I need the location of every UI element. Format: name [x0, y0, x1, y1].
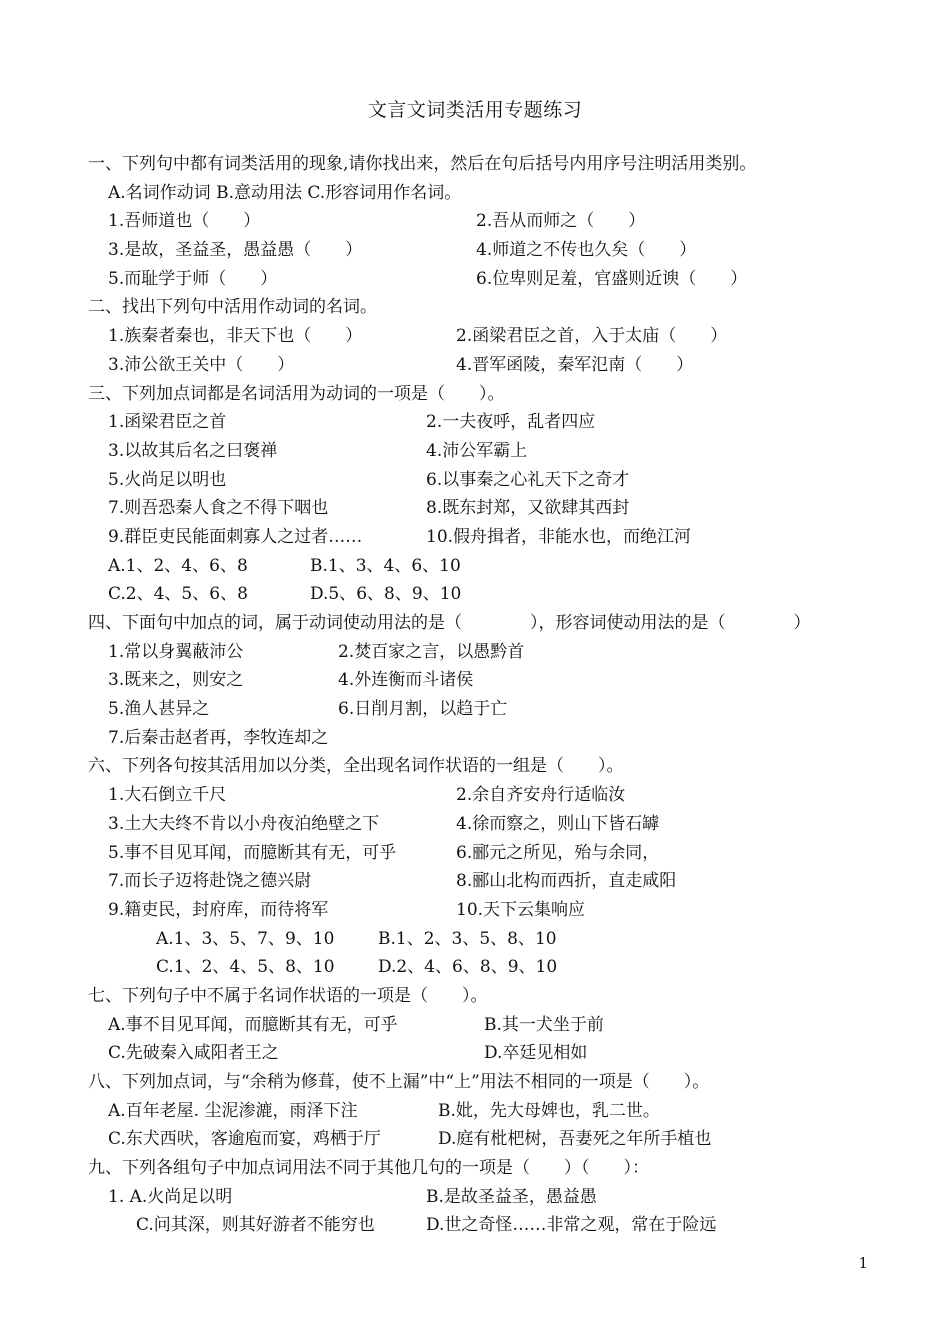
- question-item: 10.天下云集响应: [456, 899, 586, 920]
- question-row: [88, 666, 878, 695]
- question-row: [88, 466, 878, 495]
- question-item: 5.事不目见耳闻，而臆断其有无，可乎: [108, 842, 397, 863]
- answer-options-row: [88, 552, 878, 581]
- answer-option: C.1、2、4、5、8、10: [156, 957, 335, 978]
- question-item: 10.假舟揖者，非能水也，而绝江河: [426, 526, 692, 547]
- question-item: 1.吾师道也（ ）: [108, 211, 261, 232]
- question-row: [88, 896, 878, 925]
- question-item: 3.是故，圣益圣，愚益愚（ ）: [108, 240, 363, 261]
- question-item: 4.外连衡而斗诸侯: [338, 670, 474, 691]
- question-item: 6.以事秦之心礼天下之奇才: [426, 469, 630, 490]
- page-title: 文言文词类活用专题练习: [367, 99, 583, 121]
- question-item: 4.沛公军霸上: [426, 440, 528, 461]
- question-row: [88, 781, 878, 810]
- answer-option: C.2、4、5、6、8: [108, 584, 248, 605]
- question-item: 7.而长子迈将赴饶之德兴尉: [108, 871, 312, 892]
- question-item: 2.吾从而师之（ ）: [476, 211, 646, 232]
- answer-option: A.1、3、5、7、9、10: [156, 928, 335, 949]
- answer-option: A.1、2、4、6、8: [108, 555, 248, 576]
- question-row: [88, 351, 878, 380]
- question-item: 2.余自齐安舟行适临汝: [456, 785, 626, 806]
- question-item: 7.后秦击赵者再，李牧连却之: [108, 727, 329, 748]
- question-row: [88, 695, 878, 724]
- question-row: [88, 265, 878, 294]
- section-8-heading: 八、下列加点词，与“余稍为修葺，使不上漏”中“上”用法不相同的一项是（ ）。: [88, 1072, 710, 1092]
- question-row: [88, 638, 878, 667]
- answer-option: 1. A.火尚足以明: [108, 1186, 233, 1207]
- question-item: 6.日削月割，以趋于亡: [338, 699, 508, 720]
- answer-option: B.1、2、3、5、8、10: [378, 928, 557, 949]
- question-item: 7.则吾恐秦人食之不得下咽也: [108, 498, 329, 519]
- answer-options-row: [88, 1211, 878, 1240]
- answer-option: A.百年老屋. 尘泥渗漉，雨泽下注: [108, 1100, 358, 1121]
- question-row: [88, 810, 878, 839]
- question-row: [88, 867, 878, 896]
- question-item: 9.籍吏民，封府库，而待将军: [108, 899, 329, 920]
- question-item: 9.群臣吏民能面刺寡人之过者……: [108, 526, 363, 547]
- answer-option: C.东犬西吠，客逾庖而宴，鸡栖于厅: [108, 1129, 381, 1150]
- question-row: [88, 494, 878, 523]
- question-item: 6.位卑则足羞，官盛则近谀（ ）: [476, 268, 748, 289]
- answer-options-row: [88, 1011, 878, 1040]
- answer-option: B.1、3、4、6、10: [310, 555, 461, 576]
- answer-option: D.世之奇怪……非常之观，常在于险远: [426, 1215, 717, 1236]
- question-item: 3.土大夫终不肯以小舟夜泊绝壁之下: [108, 813, 380, 834]
- answer-options-row: [88, 580, 878, 609]
- question-item: 3.既来之，则安之: [108, 670, 244, 691]
- page-number: 1: [858, 1254, 868, 1272]
- section-2-heading: 二、找出下列句中活用作动词的名词。: [88, 297, 377, 318]
- question-row: [88, 207, 878, 236]
- answer-options-row: [88, 1097, 878, 1126]
- question-item: 2.焚百家之言，以愚黔首: [338, 641, 525, 662]
- question-row: [88, 322, 878, 351]
- question-item: 1.常以身翼蔽沛公: [108, 641, 244, 662]
- question-item: 1.函梁君臣之首: [108, 412, 227, 433]
- answer-options-row: [88, 1125, 878, 1154]
- section-9-heading: 九、下列各组句子中加点词用法不同于其他几句的一项是（ ）（ ）：: [88, 1158, 649, 1179]
- answer-options-row: [88, 925, 878, 954]
- question-item: 2.函梁君臣之首，入于太庙（ ）: [456, 326, 728, 347]
- section-1-categories: A.名词作动词 B.意动用法 C.形容词用作名词。: [108, 182, 462, 203]
- question-item: 3.沛公欲王关中（ ）: [108, 354, 295, 375]
- question-row: [88, 839, 878, 868]
- answer-option: A.事不目见耳闻，而臆断其有无，可乎: [108, 1014, 398, 1035]
- exercise-content: [88, 150, 878, 1240]
- question-item: 1.大石倒立千尺: [108, 785, 227, 806]
- answer-option: B.是故圣益圣，愚益愚: [426, 1186, 597, 1207]
- question-item: 4.师道之不传也久矣（ ）: [476, 240, 697, 261]
- answer-option: B.其一犬坐于前: [484, 1014, 604, 1035]
- answer-option: D.2、4、6、8、9、10: [378, 957, 558, 978]
- question-item: 2.一夫夜呼，乱者四应: [426, 412, 596, 433]
- section-3-heading: 三、下列加点词都是名词活用为动词的一项是（ ）。: [88, 383, 505, 404]
- question-row: [88, 523, 878, 552]
- question-row: [88, 408, 878, 437]
- question-item: 3.以故其后名之曰褒禅: [108, 440, 278, 461]
- answer-option: D.庭有枇杷树，吾妻死之年所手植也: [438, 1129, 712, 1150]
- answer-option: D.5、6、8、9、10: [310, 584, 462, 605]
- question-row: [88, 437, 878, 466]
- question-item: 4.晋军函陵，秦军氾南（ ）: [456, 354, 694, 375]
- section-4-heading: 四、下面句中加点的词，属于动词使动用法的是（ ），形容词使动用法的是（ ）: [88, 613, 811, 633]
- answer-option: B.妣，先大母婢也，乳二世。: [438, 1100, 660, 1121]
- question-row: [88, 236, 878, 265]
- question-item: 4.徐而察之，则山下皆石罅: [456, 813, 660, 834]
- answer-options-row: [88, 1183, 878, 1212]
- question-item: 5.渔人甚异之: [108, 699, 210, 720]
- question-item: 8.郦山北构而西折，直走咸阳: [456, 871, 677, 892]
- answer-options-row: [88, 1039, 878, 1068]
- answer-option: C.先破秦入咸阳者王之: [108, 1043, 279, 1064]
- question-item: 5.而耻学于师（ ）: [108, 268, 278, 289]
- question-item: 1.族秦者秦也，非天下也（ ）: [108, 326, 363, 347]
- answer-option: C.问其深，则其好游者不能穷也: [136, 1215, 375, 1236]
- question-item: 6.郦元之所见，殆与余同，: [456, 842, 660, 863]
- question-item: 8.既东封郑，又欲肆其西封: [426, 498, 630, 519]
- answer-option: D.卒廷见相如: [484, 1043, 588, 1064]
- answer-options-row: [88, 953, 878, 982]
- section-1-heading: 一、下列句中都有词类活用的现象,请你找出来，然后在句后括号内用序号注明活用类别。: [88, 154, 757, 174]
- section-6-heading: 六、下列各句按其活用加以分类，全出现名词作状语的一组是（ ）。: [88, 756, 624, 777]
- section-7-heading: 七、下列句子中不属于名词作状语的一项是（ ）。: [88, 985, 488, 1006]
- question-item: 5.火尚足以明也: [108, 469, 227, 490]
